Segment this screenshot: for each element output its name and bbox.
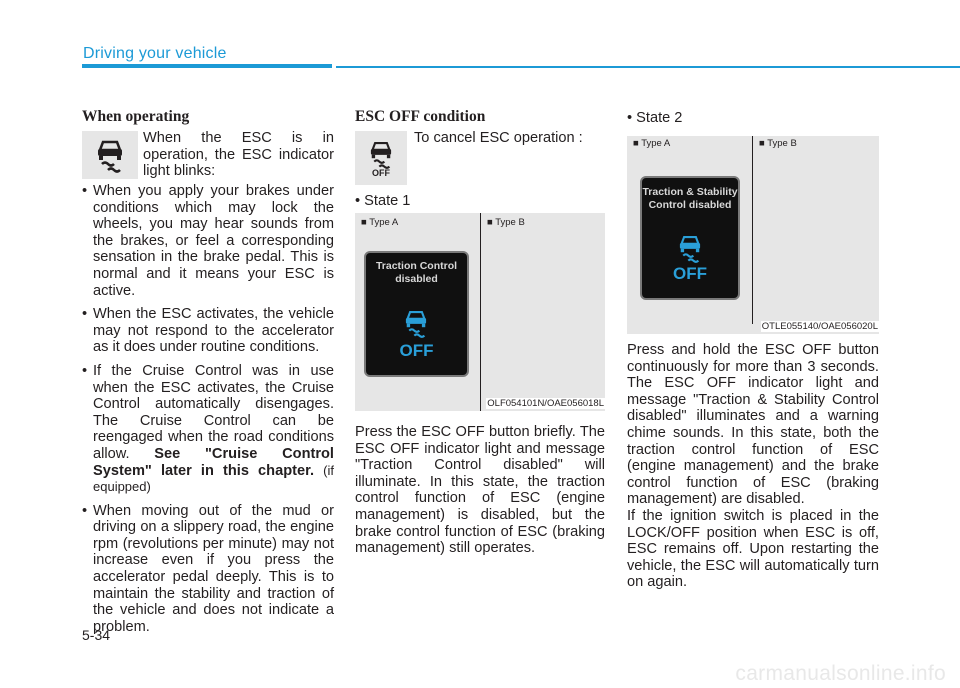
off-label: OFF: [673, 264, 707, 283]
esc-off-heading: ESC OFF condition: [355, 108, 486, 125]
header-bar: [82, 64, 332, 68]
list-item: [82, 363, 334, 496]
state-2-text: State 2: [636, 110, 683, 126]
cruise-reference: See "Cruise Control System" later in this chapter.: [93, 445, 334, 479]
figure-divider: [480, 213, 481, 411]
when-operating-intro: When the ESC is in operation, the ESC indicator light blinks:: [143, 130, 334, 180]
figure-divider: [752, 136, 753, 324]
state-2-label: • State 2: [627, 110, 683, 126]
figure-code: OLF054101N/OAE056018L: [487, 398, 604, 409]
if-equipped-note: (if equipped): [93, 462, 334, 495]
esc-off-icon: [355, 131, 407, 185]
state-1-label: • State 1: [355, 193, 411, 209]
figure-state-2: [627, 136, 879, 334]
off-label: OFF: [399, 341, 434, 360]
figure-state-1: [355, 213, 605, 411]
type-a-label: ■ Type A: [633, 138, 671, 149]
page-number: 5-34: [82, 627, 111, 643]
list-item: • When you apply your brakes under conditions which may lock the wheels, you may hear sounds from the brakes, or feel a corresponding sensation in the brake pedal. This is normal and it means your ESC is active.: [82, 183, 334, 299]
ignition-note: If the ignition switch is placed in the LOCK/OFF position when ESC is off, ESC remains off. Upon restarting the vehicle, the ESC will automatically turn on again.: [627, 508, 879, 591]
esc-off-screen-icon: [673, 232, 707, 264]
state-1-text: State 1: [364, 193, 411, 209]
cruise-text: If the Cruise Control was in use when the ESC activates, the Cruise Control automatically disengages. The Cruise Control can be reengaged when the road conditions allow.: [93, 362, 334, 462]
type-b-label: ■ Type B: [487, 217, 525, 228]
cancel-esc-intro: To cancel ESC operation :: [414, 130, 583, 146]
header-rule: [336, 66, 960, 68]
list-item: • When moving out of the mud or driving on a slippery road, the engine rpm (revolutions per minute) may not increase even if you press the accelerator pedal deeply. This is to maintain the stability and traction of the vehicle and does not indicate a problem.: [82, 503, 334, 636]
state-1-body: Press the ESC OFF button briefly. The ESC OFF indicator light and message "Traction Control disabled" will illuminate. In this state, the traction control function of ESC (engine management) is disabled, but the brake control function of ESC (braking management) still operates.: [355, 424, 605, 557]
esc-off-screen-icon: [399, 307, 433, 339]
section-title: Driving your vehicle: [83, 45, 227, 62]
cluster-screen: [640, 176, 740, 300]
screen-message: Traction & Stability Control disabled: [642, 186, 738, 211]
esc-indicator-icon: [82, 131, 138, 179]
when-operating-heading: When operating: [82, 108, 190, 125]
footer-watermark: carmanualsonline.info: [735, 662, 946, 685]
cluster-screen: [364, 251, 469, 377]
type-b-label: ■ Type B: [759, 138, 797, 149]
state-2-body: Press and hold the ESC OFF button continuously for more than 3 seconds. The ESC OFF indicator light and message "Traction & Stability Control disabled" illuminates and a warning chime sounds. In this state, both the traction control function of ESC (engine management) and the brake control function of ESC (braking management) are disabled.: [627, 342, 879, 508]
figure-code: OTLE055140/OAE056020L: [761, 321, 878, 332]
type-a-label: ■ Type A: [361, 217, 399, 228]
list-item: • When the ESC activates, the vehicle may not respond to the accelerator as it does under routine conditions.: [82, 306, 334, 356]
esc-off-icon-label: OFF: [372, 168, 390, 178]
screen-message: Traction Control disabled: [375, 260, 458, 285]
